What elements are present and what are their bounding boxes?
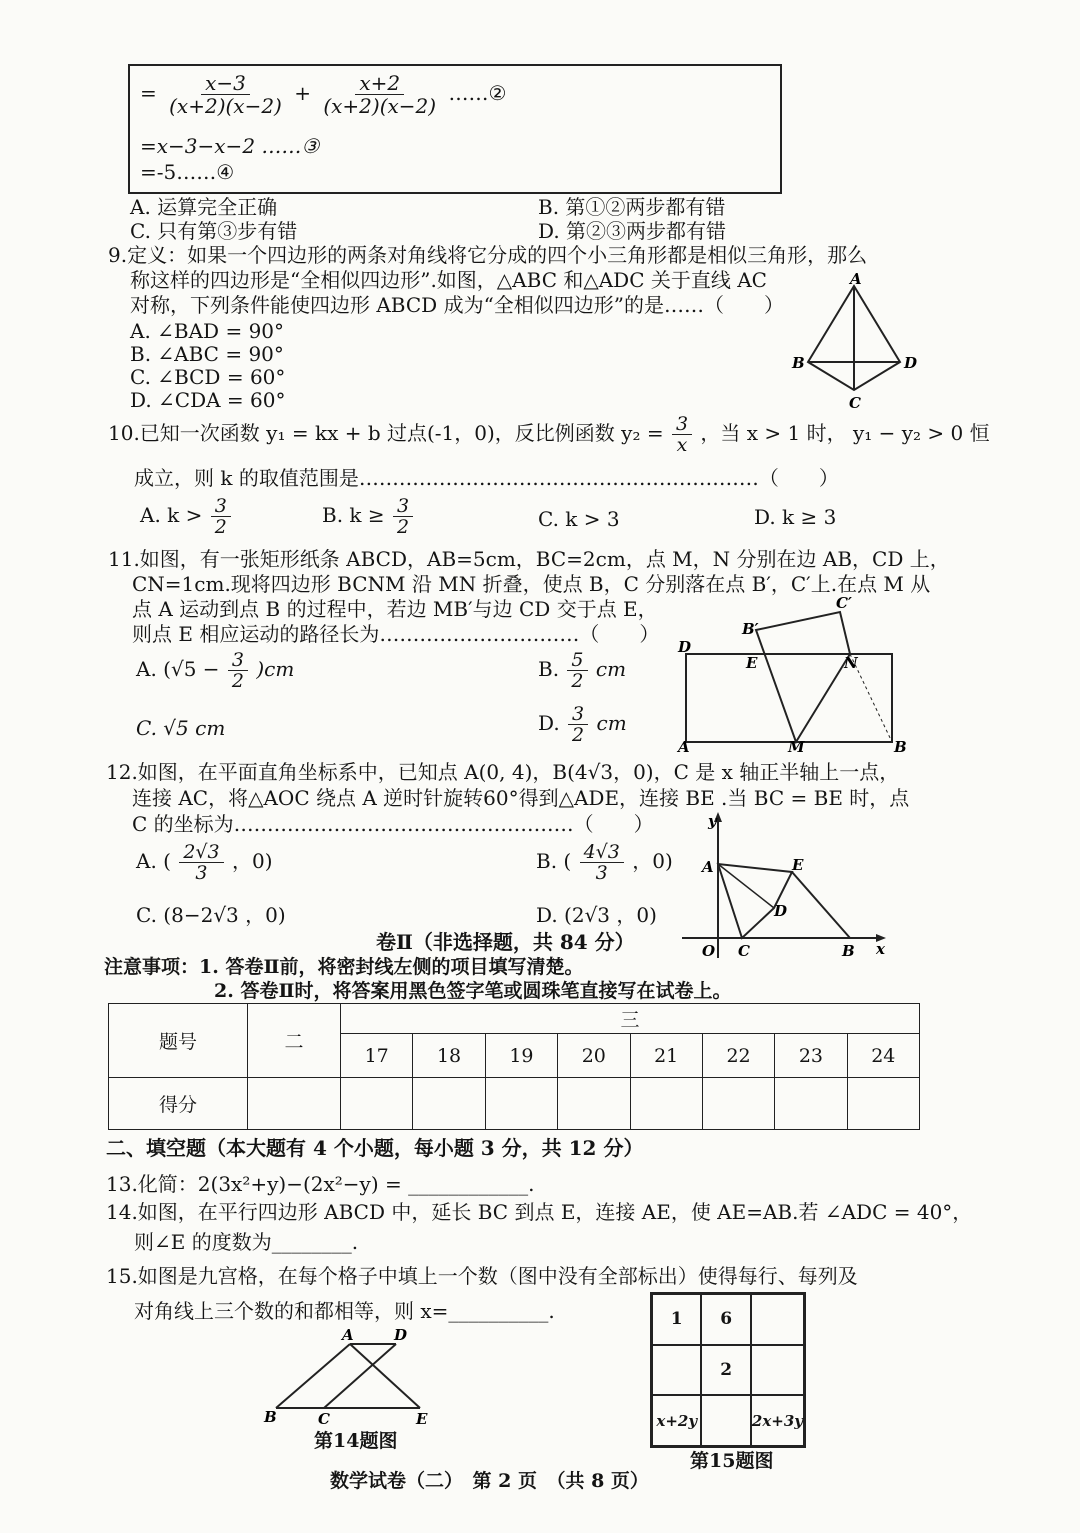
q12-option-b-suffix: ，0) <box>632 849 673 873</box>
q9-option-d: D. ∠CDA = 60° <box>130 388 286 412</box>
q14-label-d: D <box>394 1326 408 1344</box>
q10-option-b-prefix: B. k ≥ <box>322 503 385 527</box>
q12-option-b-numerator: 4√3 <box>580 842 624 863</box>
q9-label-c: C <box>849 394 861 412</box>
q12-option-a-prefix: A. ( <box>136 849 171 873</box>
q11-option-b-fraction <box>567 650 587 691</box>
page-footer: 数学试卷（二） 第 2 页 （共 8 页） <box>330 1470 649 1492</box>
fraction-1-numerator: x−3 <box>201 72 250 95</box>
q10-option-b-denominator: 2 <box>397 516 410 538</box>
q11-option-d-numerator: 3 <box>568 704 588 725</box>
q11-option-a-denominator: 2 <box>231 670 244 692</box>
score-table-number: 17 <box>341 1034 413 1078</box>
score-cell-er[interactable] <box>248 1078 341 1130</box>
q8-step2 <box>140 72 506 117</box>
q11-label-n: N <box>844 654 858 672</box>
q12-line1: 12.如图，在平面直角坐标系中，已知点 A(0, 4)，B(4√3，0)，C 是 x 轴正半轴上一点， <box>106 760 900 784</box>
q12-label-e: E <box>792 856 804 874</box>
magic-square-cell <box>751 1345 804 1396</box>
q15-line2: 对角线上三个数的和都相等，则 x=__________. <box>134 1299 555 1323</box>
part2-note-1: 注意事项：1. 答卷Ⅱ前，将密封线左侧的项目填写清楚。 <box>104 956 584 978</box>
q10-fraction <box>672 414 692 455</box>
score-table-header-label: 题号 <box>109 1004 248 1078</box>
q10-option-b <box>322 496 415 537</box>
q10-option-a <box>140 496 233 537</box>
q12-label-c: C <box>738 942 750 960</box>
q8-option-d: D. 第②③两步都有错 <box>538 219 727 243</box>
magic-square-cell <box>751 1294 804 1345</box>
q14-line2: 则∠E 的度数为________. <box>134 1230 359 1254</box>
score-table-number: 24 <box>847 1034 919 1078</box>
score-cell[interactable] <box>341 1078 413 1130</box>
q12-option-a <box>136 842 273 883</box>
score-cell[interactable] <box>775 1078 847 1130</box>
q10-fraction-denominator: x <box>676 434 688 456</box>
step-2-marker: ……② <box>448 81 507 105</box>
q10-option-a-denominator: 2 <box>214 516 227 538</box>
q11-option-a-unit: )cm <box>256 657 295 681</box>
q11-label-m: M <box>788 738 805 756</box>
score-table-col-er: 二 <box>248 1004 341 1078</box>
q11-option-b-numerator: 5 <box>567 650 587 671</box>
q14-label-e: E <box>416 1410 428 1426</box>
q12-option-a-suffix: ，0) <box>231 849 273 873</box>
q11-option-b-denominator: 2 <box>571 670 584 692</box>
magic-square-cell: 1 <box>652 1294 701 1345</box>
magic-square-cell: 2x+3y <box>751 1395 804 1446</box>
q11-line3: 点 A 运动到点 B 的过程中，若边 MB′与边 CD 交于点 E， <box>132 597 658 621</box>
q10-line1-end: ，当 x > 1 时， y₁ − y₂ > 0 恒 <box>700 421 990 445</box>
q11-option-a-numerator: 3 <box>228 650 248 671</box>
q10-line2: 成立，则 k 的取值范围是……………………………………………………（ ） <box>134 466 839 490</box>
q11-label-b-prime: B′ <box>742 620 759 638</box>
score-table-number: 18 <box>413 1034 485 1078</box>
q12-option-a-numerator: 2√3 <box>179 842 223 863</box>
q11-option-a-prefix: A. (√5 − <box>136 657 220 681</box>
q9-line3: 对称，下列条件能使四边形 ABCD 成为“全相似四边形”的是……（ ） <box>130 293 785 317</box>
q11-line4: 则点 E 相应运动的路径长为…………………………（ ） <box>132 622 660 646</box>
q9-option-b: B. ∠ABC = 90° <box>130 342 284 366</box>
q12-option-a-denominator: 3 <box>195 862 208 884</box>
q12-label-b: B <box>842 942 855 960</box>
q9-line2: 称这样的四边形是“全相似四边形”.如图，△ABC 和△ADC 关于直线 AC <box>130 268 767 292</box>
fraction-2 <box>319 72 440 117</box>
q10-option-a-prefix: A. k > <box>140 503 203 527</box>
q9-label-a: A <box>850 272 862 288</box>
score-table-number: 21 <box>630 1034 702 1078</box>
equals-sign: = <box>140 81 157 105</box>
score-cell[interactable] <box>413 1078 485 1130</box>
q9-option-a: A. ∠BAD = 90° <box>130 319 285 343</box>
q8-option-b: B. 第①②两步都有错 <box>538 195 726 219</box>
q9-line1: 9.定义：如果一个四边形的两条对角线将它分成的四个小三角形都是相似三角形，那么 <box>108 243 868 267</box>
score-cell[interactable] <box>558 1078 630 1130</box>
score-cell[interactable] <box>702 1078 774 1130</box>
magic-square-cell: 6 <box>701 1294 750 1345</box>
score-table <box>108 1003 920 1130</box>
q12-option-b <box>536 842 673 883</box>
q11-option-c: C. √5 cm <box>136 716 226 740</box>
q12-option-a-fraction <box>179 842 223 883</box>
q12-label-d: D <box>774 902 788 920</box>
q11-label-c-prime: C′ <box>836 596 852 612</box>
score-cell[interactable] <box>630 1078 702 1130</box>
q11-option-d-fraction <box>568 704 588 745</box>
fraction-2-denominator: (x+2)(x−2) <box>323 94 437 118</box>
magic-square-cell: 2 <box>701 1345 750 1396</box>
q12-label-a: A <box>702 858 714 876</box>
q12-label-y: y <box>708 812 717 830</box>
q12-option-b-prefix: B. ( <box>536 849 572 873</box>
q11-option-b <box>538 650 626 691</box>
q11-option-d-denominator: 2 <box>572 724 585 746</box>
q11-option-d <box>538 704 627 745</box>
q10-line1-start: 10.已知一次函数 y₁ = kx + b 过点(-1，0)，反比例函数 y₂ = <box>108 421 664 445</box>
q14-line1: 14.如图，在平行四边形 ABCD 中，延长 BC 到点 E，连接 AE，使 AE=AB.若 ∠ADC = 40°， <box>106 1200 973 1224</box>
q12-line3: C 的坐标为……………………………………………（ ） <box>132 812 654 836</box>
q14-parallelogram-figure <box>258 1326 438 1426</box>
part2-note-2: 2. 答卷Ⅱ时，将答案用黑色签字笔或圆珠笔直接写在试卷上。 <box>214 980 732 1002</box>
q9-label-d: D <box>904 354 918 372</box>
fraction-1-denominator: (x+2)(x−2) <box>169 94 282 118</box>
q14-figure-caption: 第14题图 <box>314 1430 398 1452</box>
q10-option-a-fraction <box>211 496 231 537</box>
q13-text: 13.化简：2(3x²+y)−(2x²−y) = ____________. <box>106 1172 535 1196</box>
q8-step4: =-5……④ <box>140 160 235 184</box>
fraction-2-numerator: x+2 <box>355 72 404 95</box>
q14-label-a: A <box>342 1326 354 1344</box>
score-cell[interactable] <box>847 1078 919 1130</box>
q9-label-b: B <box>792 354 805 372</box>
q10-option-d: D. k ≥ 3 <box>754 505 837 529</box>
score-table-number: 20 <box>558 1034 630 1078</box>
q14-label-c: C <box>318 1410 330 1426</box>
q12-option-c: C. (8−2√3 ，0) <box>136 903 286 927</box>
part2-title: 卷Ⅱ（非选择题，共 84 分） <box>376 930 635 954</box>
q11-label-b: B <box>894 738 907 756</box>
score-table-col-san: 三 <box>341 1004 920 1034</box>
score-table-number: 22 <box>702 1034 774 1078</box>
q8-option-a: A. 运算完全正确 <box>130 195 278 219</box>
score-table-number: 19 <box>485 1034 557 1078</box>
q10-fraction-numerator: 3 <box>672 414 692 435</box>
q12-label-o: O <box>702 942 716 960</box>
q10-line1 <box>108 414 990 455</box>
q11-option-b-prefix: B. <box>538 657 560 681</box>
q9-kite-figure <box>780 272 925 417</box>
q14-label-b: B <box>264 1408 277 1426</box>
q11-option-d-unit: cm <box>596 711 627 735</box>
q10-option-b-fraction <box>393 496 413 537</box>
q11-option-b-unit: cm <box>595 657 627 681</box>
q12-option-b-denominator: 3 <box>595 862 608 884</box>
score-cell[interactable] <box>485 1078 557 1130</box>
q11-label-a: A <box>678 738 690 756</box>
score-table-number: 23 <box>775 1034 847 1078</box>
section2-title: 二、填空题（本大题有 4 个小题，每小题 3 分，共 12 分） <box>106 1136 644 1160</box>
q11-label-d: D <box>678 638 692 656</box>
q9-option-c: C. ∠BCD = 60° <box>130 365 286 389</box>
q11-line2: CN=1cm.现将四边形 BCNM 沿 MN 折叠，使点 B，C 分别落在点 B′，C′上.在点 M 从 <box>132 572 931 596</box>
magic-square-cell: x+2y <box>652 1395 701 1446</box>
q11-label-e: E <box>746 654 758 672</box>
q12-label-x: x <box>876 940 885 958</box>
fraction-1 <box>165 72 286 117</box>
q8-step3: =x−3−x−2 ……③ <box>140 134 320 158</box>
magic-square-cell <box>701 1395 750 1446</box>
q12-option-b-fraction <box>580 842 624 883</box>
magic-square-cell <box>652 1345 701 1396</box>
q15-magic-square <box>650 1292 806 1448</box>
q11-option-a-fraction <box>228 650 248 691</box>
q10-option-c: C. k > 3 <box>538 507 620 531</box>
q11-option-a <box>136 650 294 691</box>
q8-option-c: C. 只有第③步有错 <box>130 219 298 243</box>
q11-line1: 11.如图，有一张矩形纸条 ABCD，AB=5cm，BC=2cm，点 M，N 分别在边 AB，CD 上， <box>108 547 950 571</box>
plus-sign: + <box>294 81 311 105</box>
score-table-score-label: 得分 <box>109 1078 248 1130</box>
q15-figure-caption: 第15题图 <box>690 1450 774 1472</box>
q12-option-d: D. (2√3 ，0) <box>536 903 657 927</box>
q12-coordinate-figure <box>680 808 890 968</box>
q12-line2: 连接 AC，将△AOC 绕点 A 逆时针旋转60°得到△ADE，连接 BE .当 BC = BE 时，点 <box>132 786 910 810</box>
q10-option-a-numerator: 3 <box>211 496 231 517</box>
q11-option-d-prefix: D. <box>538 711 560 735</box>
q15-line1: 15.如图是九宫格，在每个格子中填上一个数（图中没有全部标出）使得每行、每列及 <box>106 1264 858 1288</box>
q11-fold-figure <box>672 596 912 756</box>
q10-option-b-numerator: 3 <box>393 496 413 517</box>
